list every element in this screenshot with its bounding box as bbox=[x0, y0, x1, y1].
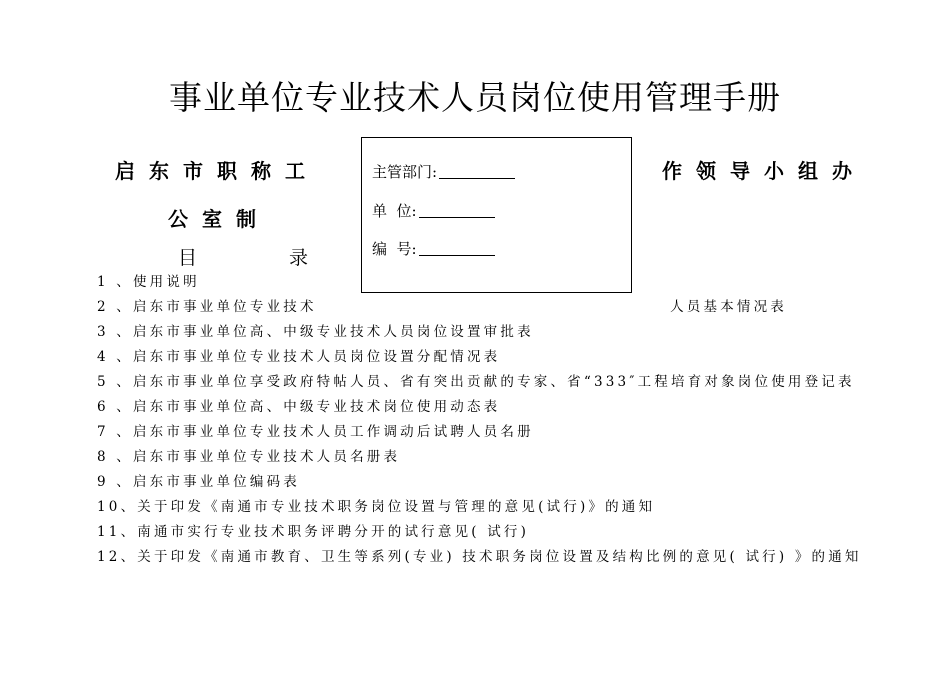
toc-item[interactable]: 6 、启东市事业单位高、中级专业技术岗位使用动态表 bbox=[97, 399, 501, 415]
number-field bbox=[372, 238, 495, 259]
toc-item[interactable]: 8 、启东市事业单位专业技术人员名册表 bbox=[97, 449, 401, 465]
toc-item[interactable]: 9 、启东市事业单位编码表 bbox=[97, 474, 300, 490]
toc-item[interactable]: 1 、使用说明 bbox=[97, 274, 200, 290]
dept-field bbox=[372, 161, 515, 182]
toc-item[interactable] bbox=[97, 295, 787, 320]
toc-item[interactable]: 3 、启东市事业单位高、中级专业技术人员岗位设置审批表 bbox=[97, 324, 534, 340]
number-blank-line[interactable] bbox=[419, 255, 495, 256]
org-name-part-3: 公室制 bbox=[168, 207, 270, 231]
toc-heading-a: 目 bbox=[178, 247, 198, 269]
toc-list bbox=[97, 270, 897, 570]
dept-blank-line[interactable] bbox=[439, 178, 515, 179]
toc-item[interactable]: 11、南通市实行专业技术职务评聘分开的试行意见( 试行) bbox=[97, 524, 530, 540]
toc-item[interactable]: 7 、启东市事业单位专业技术人员工作调动后试聘人员名册 bbox=[97, 424, 534, 440]
unit-label: 单 位: bbox=[372, 202, 417, 220]
toc-heading-b: 录 bbox=[289, 247, 309, 269]
toc-heading bbox=[178, 243, 308, 270]
dept-label: 主管部门: bbox=[372, 163, 438, 181]
toc-item[interactable]: 10、关于印发《南通市专业技术职务岗位设置与管理的意见(试行)》的通知 bbox=[97, 499, 656, 515]
number-label: 编 号: bbox=[372, 240, 417, 258]
unit-field bbox=[372, 200, 495, 221]
toc-item[interactable]: 4 、启东市事业单位专业技术人员岗位设置分配情况表 bbox=[97, 349, 501, 365]
toc-item-part-a: 2 、启东市事业单位专业技术 bbox=[97, 299, 317, 315]
document-title: 事业单位专业技术人员岗位使用管理手册 bbox=[169, 78, 781, 117]
toc-item[interactable]: 5 、启东市事业单位享受政府特帖人员、省有突出贡献的专家、省“333″工程培育对象岗位使用登记表 bbox=[97, 374, 855, 390]
toc-item-part-b: 人员基本情况表 bbox=[670, 299, 787, 315]
org-name-part-2: 作领导小组办 bbox=[662, 159, 866, 183]
toc-item[interactable]: 12、关于印发《南通市教育、卫生等系列(专业) 技术职务岗位设置及结构比例的意见( 试行) 》的通知 bbox=[97, 549, 862, 565]
org-name-part-1: 启东市职称工 bbox=[115, 159, 319, 183]
unit-blank-line[interactable] bbox=[419, 217, 495, 218]
